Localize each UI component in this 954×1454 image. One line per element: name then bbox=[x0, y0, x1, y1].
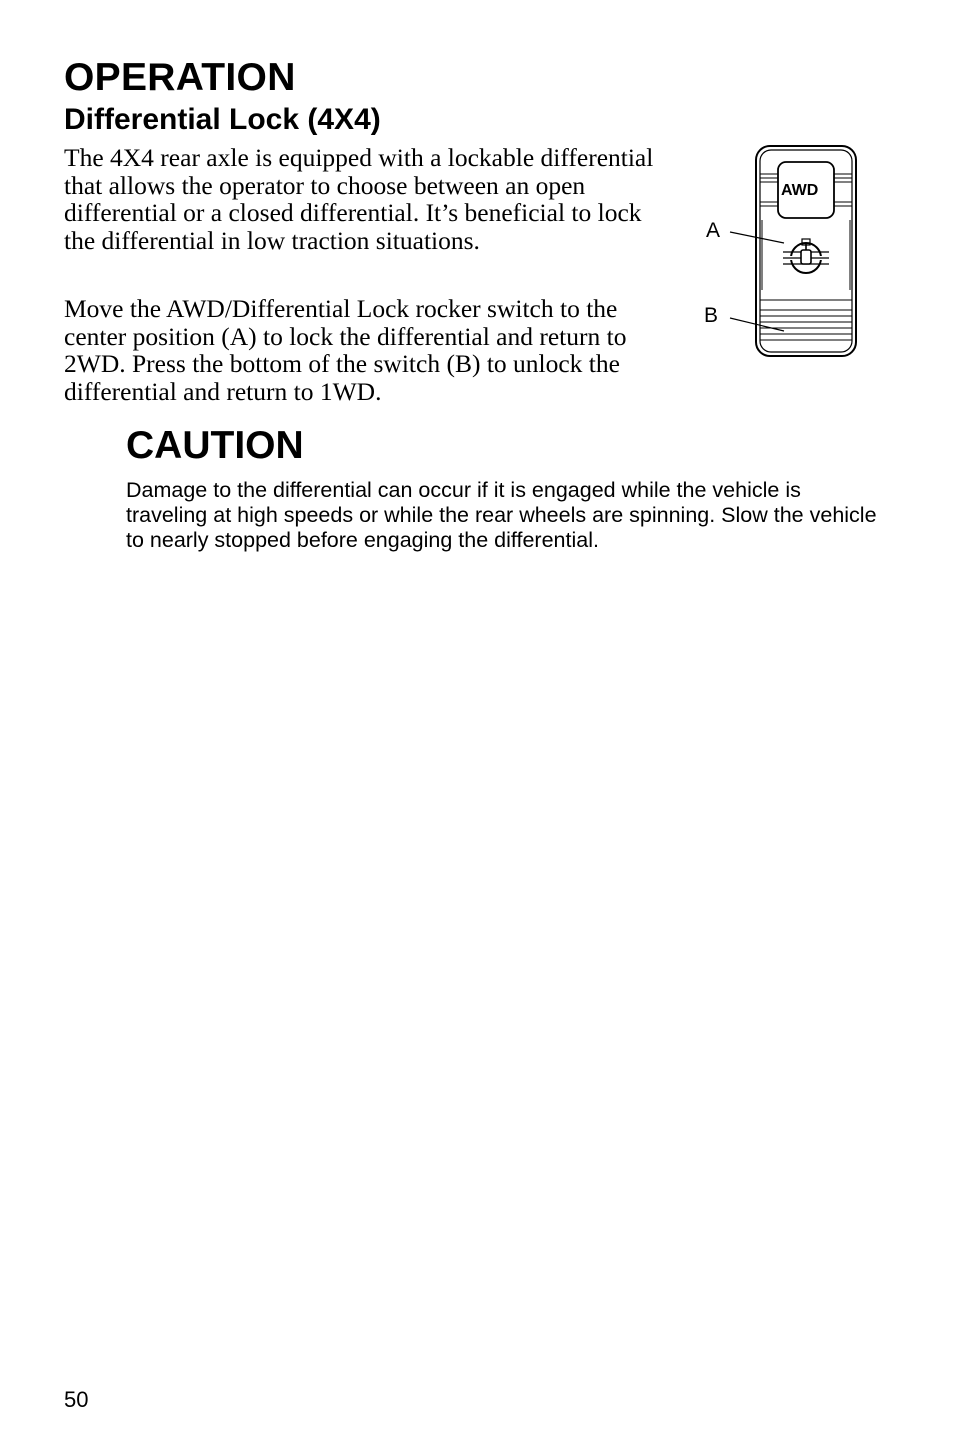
body-paragraph-2: Move the AWD/Differential Lock rocker switch to the center position (A) to lock the differential and return to 2WD. Press the bottom of the switch (B) to unlock the differential and return to 1WD. bbox=[64, 294, 627, 406]
rocker-switch-figure bbox=[690, 140, 870, 365]
caution-text: Damage to the differential can occur if it is engaged while the vehicle is traveling at high speeds or while the rear wheels are spinning. Slow the vehicle to nearly stopped before engaging the differential. bbox=[126, 478, 877, 552]
body-paragraph-1: The 4X4 rear axle is equipped with a lockable differential that allows the operator to choose between an open differential or a closed differential. It’s beneficial to lock the differential in low traction situations. bbox=[64, 143, 654, 255]
rocker-switch-icon bbox=[690, 140, 870, 365]
callout-b: B bbox=[704, 304, 719, 327]
awd-label: AWD bbox=[781, 182, 819, 199]
callout-a: A bbox=[706, 219, 721, 242]
caution-heading: CAUTION bbox=[126, 424, 304, 467]
page-number: 50 bbox=[64, 1387, 89, 1412]
page-header: OPERATION bbox=[64, 56, 296, 99]
section-title: Differential Lock (4X4) bbox=[64, 103, 381, 136]
